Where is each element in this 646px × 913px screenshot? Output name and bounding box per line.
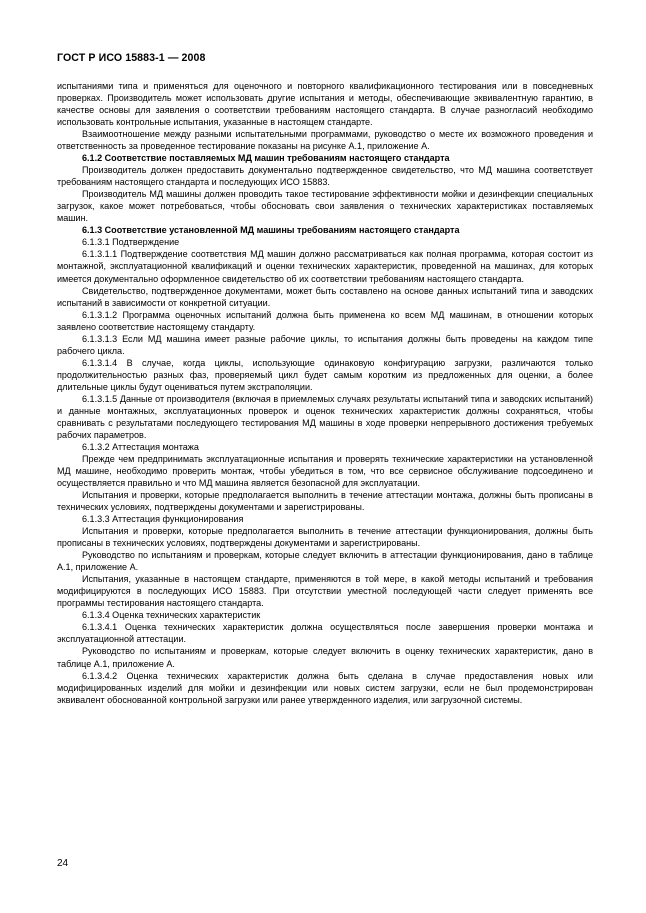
- paragraph: 6.1.3.1.5 Данные от производителя (включая в приемлемых случаях результаты испытаний типа и заводских испытаний) и данные монтажных, эксплуатационных проверок и оценок технических характеристик должны сохраняться, чтобы сравнивать с результатами последующего тестирования МД машины в ходе проверки непрерывного достижения требуемых рабочих параметров.: [57, 393, 593, 440]
- paragraph: 6.1.3.2 Аттестация монтажа: [82, 441, 199, 452]
- paragraph: Производитель должен предоставить документально подтвержденное свидетельство, что МД машина соответствует требованиям настоящего стандарта и последующих ИСО 15883.: [57, 165, 593, 188]
- section-heading: 6.1.3 Соответствие установленной МД машины требованиям настоящего стандарта: [82, 225, 460, 236]
- paragraph: 6.1.3.4 Оценка технических характеристик: [82, 610, 261, 621]
- paragraph: Руководство по испытаниям и проверкам, которые следует включить в аттестации функционирования, дано в таблице А.1, приложение А.: [57, 550, 593, 573]
- paragraph: испытаниями типа и применяться для оценочного и повторного квалификационного тестирования или в повседневных проверках. Производитель может использовать другие испытания и методы, обеспечивающие эквивалентную гарантию, в качестве основы для заявления о соответствии требованиям настоящего стандарта. В случае разногласий необходимо использовать контрольные испытания, указанные в настоящем стандарте.: [57, 81, 593, 128]
- paragraph: Испытания и проверки, которые предполагается выполнить в течение аттестации монтажа, должны быть прописаны в технических условиях, подтверждены документами и зарегистрированы.: [57, 490, 593, 513]
- paragraph: 6.1.3.4.1 Оценка технических характеристик должна осуществляться после завершения проверки монтажа и эксплуатационной аттестации.: [57, 622, 593, 645]
- paragraph: Прежде чем предпринимать эксплуатационные испытания и проверять технические характеристики на установленной МД машине, необходимо проверить монтаж, чтобы убедиться в том, что все сервисное обслуживание подсоединено и осуществляется правильно и что МД машина является безопасной для эксплуатации.: [57, 453, 593, 489]
- paragraph: 6.1.3.1 Подтверждение: [82, 237, 180, 248]
- section-heading: 6.1.2 Соответствие поставляемых МД машин требованиям настоящего стандарта: [82, 153, 450, 164]
- document-header: ГОСТ Р ИСО 15883-1 — 2008: [57, 52, 206, 64]
- paragraph: Испытания и проверки, которые предполагается выполнить в течение аттестации функционирования, должны быть прописаны в технических условиях, подтверждены документами и зарегистрированы.: [57, 526, 593, 549]
- paragraph: Руководство по испытаниям и проверкам, которые следует включить в оценку технических характеристик, дано в таблице А.1, приложение А.: [57, 646, 593, 669]
- paragraph: 6.1.3.1.1 Подтверждение соответствия МД машин должно рассматриваться как полная программа, которая состоит из монтажной, эксплуатационной квалификаций и оценки технических характеристик, проведенной на машинах, для которых имеется документально оформленное свидетельство об их соответствии требованиям настоящего стандарта.: [57, 249, 593, 284]
- paragraph: 6.1.3.1.2 Программа оценочных испытаний должна быть применена ко всем МД машинам, в отношении которых заявлено соответствие настоящему стандарту.: [57, 309, 593, 332]
- paragraph: Производитель МД машины должен проводить такое тестирование эффективности мойки и дезинфекции специальных загрузок, какое может потребоваться, чтобы обосновать свои заявления о технических характеристиках поставляемых машин.: [57, 189, 593, 224]
- paragraph: Испытания, указанные в настоящем стандарте, применяются в той мере, в какой методы испытаний и требования модифицируются в последующих ИСО 15883. При отсутствии уместной последующей части следует применять все программы тестирования настоящего стандарта.: [57, 574, 593, 609]
- page-number: 24: [57, 858, 69, 869]
- paragraph: 6.1.3.3 Аттестация функционирования: [82, 514, 244, 525]
- document-body: [57, 80, 593, 706]
- paragraph: Взаимоотношение между разными испытательными программами, руководство о месте их возможного проведения и ответственность за проведенное тестирование показаны на рисунке А.1, приложение А.: [57, 129, 593, 152]
- paragraph: 6.1.3.4.2 Оценка технических характеристик должна быть сделана в случае предоставления новых или модифицированных изделий для мойки и дезинфекции или новых систем загрузки, если не был продемонстрирован эквивалент обоснованной контрольной загрузки или ранее утвержденного изделия, или загрузочной системы.: [57, 670, 593, 705]
- paragraph: 6.1.3.1.3 Если МД машина имеет разные рабочие циклы, то испытания должны быть проведены на каждом типе рабочего цикла.: [57, 333, 593, 356]
- paragraph: 6.1.3.1.4 В случае, когда циклы, использующие одинаковую конфигурацию загрузки, различаются только продолжительностью разных фаз, проверяемый цикл будет самым коротким из предложенных для оценки, а более длительные циклы будут оцениваться путем экстраполяции.: [57, 357, 593, 392]
- paragraph: Свидетельство, подтвержденное документами, может быть составлено на основе данных испытаний типа и заводских испытаний в зависимости от конкретной ситуации.: [57, 285, 593, 308]
